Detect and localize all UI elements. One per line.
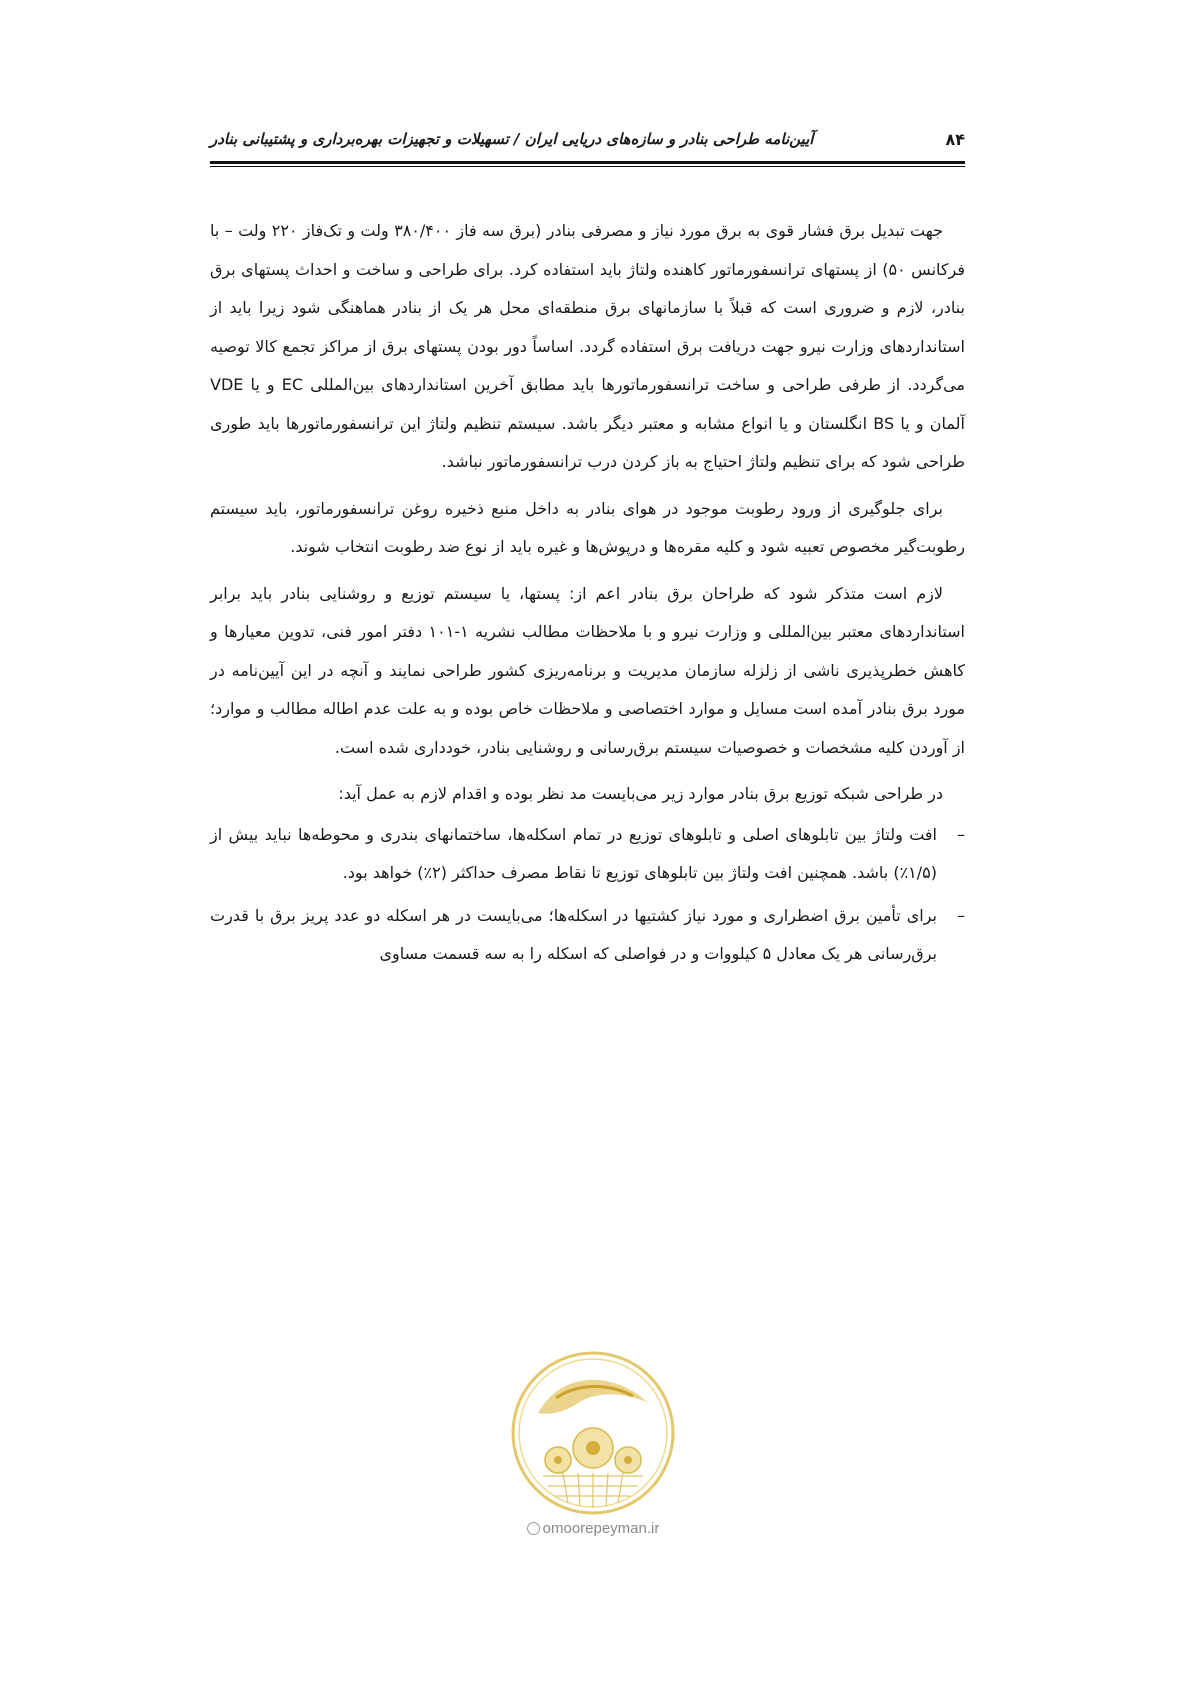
header-rule-thick	[210, 161, 965, 164]
list-item-text: افت ولتاژ بین تابلوهای اصلی و تابلوهای توزیع در تمام اسکله‌ها، ساختمانهای بندری و محوطه‌ها نباید بیش از (۱/۵٪) باشد. همچنین افت ولتاژ بین تابلوهای توزیع تا نقاط مصرف حداکثر (۲٪) خواهد بود.	[210, 824, 937, 882]
bullet-dash: –	[957, 905, 965, 925]
globe-icon	[527, 1522, 540, 1535]
page-number: ۸۴	[945, 130, 965, 149]
list-item	[210, 897, 965, 974]
header-rule-thin	[210, 166, 965, 167]
watermark-url-text: omoorepeyman.ir	[542, 1520, 660, 1537]
body-content	[210, 212, 965, 978]
bullet-dash: –	[957, 824, 965, 844]
paragraph: لازم است متذکر شود که طراحان برق بنادر اعم از: پستها، یا سیستم توزیع و روشنایی بنادر باید برابر استانداردهای معتبر بین‌المللی و وزارت نیرو و با ملاحظات مطالب نشریه ۱-۱۰۱ دفتر امور فنی، تدوین معیارها و کاهش خطرپذیری ناشی از زلزله سازمان مدیریت و برنامه‌ریزی کشور طراحی نمایند و آنچه در این آیین‌نامه در مورد برق بنادر آمده است مسایل و موارد اختصاصی و ملاحظات خاص بوده و به علت عدم اطاله مطالب و موارد؛ از آوردن کلیه مشخصات و خصوصیات سیستم برق‌رسانی و روشنایی بنادر، خودداری شده است.	[210, 583, 965, 757]
running-title: آیین‌نامه طراحی بنادر و سازه‌های دریایی ایران / تسهیلات و تجهیزات بهره‌برداری و پشتیبانی بنادر	[210, 130, 814, 148]
watermark-url	[488, 1520, 698, 1537]
paragraph: جهت تبدیل برق فشار قوی به برق مورد نیاز و مصرفی بنادر (برق سه فاز ۳۸۰/۴۰۰ ولت و تک‌فاز ۲۲۰ ولت – با فرکانس ۵۰) از پستهای ترانسفورماتور کاهنده ولتاژ باید استفاده کرد. برای طراحی و ساخت و احداث پستهای برق بنادر، لازم و ضروری است که قبلاً با سازمانهای برق منطقه‌ای محل هر یک از بنادر هماهنگی شود زیرا باید از استانداردهای وزارت نیرو جهت دریافت برق استفاده گردد. اساساً دور بودن پستهای برق از مراکز تجمع کالا توصیه می‌گردد. از طرفی طراحی و ساخت ترانسفورماتورها باید مطابق آخرین استانداردهای بین‌المللی EC و یا VDE آلمان و یا BS انگلستان و یا انواع مشابه و معتبر دیگر باشد. سیستم تنظیم ولتاژ این ترانسفورماتورها باید طوری طراحی شود که برای تنظیم ولتاژ احتیاج به باز کردن درب ترانسفورماتور نباشد.	[210, 221, 966, 471]
bullet-list	[210, 816, 965, 974]
list-intro: در طراحی شبکه توزیع برق بنادر موارد زیر می‌بایست مد نظر بوده و اقدام لازم به عمل آید:	[338, 784, 943, 803]
list-item-text: برای تأمین برق اضطراری و مورد نیاز کشتیها در اسکله‌ها؛ می‌بایست در هر اسکله دو عدد پریز برق با قدرت برق‌رسانی هر یک معادل ۵ کیلووات و در فواصلی که اسکله را به سه قسمت مساوی	[210, 905, 937, 963]
paragraph: برای جلوگیری از ورود رطوبت موجود در هوای بنادر به داخل منبع ذخیره روغن ترانسفورماتور، باید سیستم رطوبت‌گیر مخصوص تعبیه شود و کلیه مقره‌ها و درپوش‌ها و غیره باید از نوع ضد رطوبت انتخاب شوند.	[210, 498, 965, 556]
list-item	[210, 816, 965, 893]
page-header	[210, 130, 965, 170]
watermark-logo	[508, 1348, 678, 1518]
watermark	[488, 1348, 698, 1537]
